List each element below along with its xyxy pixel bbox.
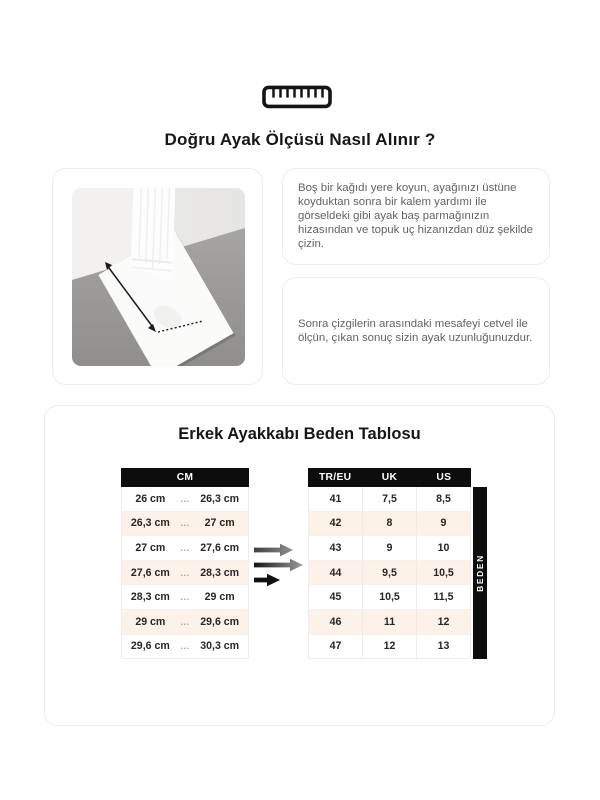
header-tr-eu: TR/EU (318, 472, 352, 483)
range-dots: ... (180, 592, 190, 603)
cm-to-value: 28,3 cm (200, 566, 240, 579)
size-table-header-row (308, 468, 471, 487)
table-row (122, 609, 248, 634)
size-chart-title: Erkek Ayakkabı Beden Tablosu (178, 425, 421, 443)
tr-eu-value: 44 (329, 566, 342, 579)
uk-value: 9 (362, 536, 417, 560)
uk-value: 10,5 (362, 585, 417, 609)
cm-table-header (121, 468, 249, 487)
uk-value: 11 (362, 610, 417, 634)
tr-eu-value: 45 (329, 591, 342, 604)
tr-eu-value: 43 (329, 541, 342, 554)
instruction-card-2 (282, 277, 550, 385)
table-row (122, 535, 248, 560)
cm-from-value: 27,6 cm (130, 566, 170, 579)
us-value: 13 (437, 640, 450, 653)
table-row (122, 511, 248, 536)
uk-value: 12 (362, 635, 417, 659)
cm-to-value: 29,6 cm (200, 615, 240, 628)
cm-to-value: 29 cm (204, 591, 235, 604)
cm-to-value: 27,6 cm (200, 541, 240, 554)
table-row (309, 560, 470, 585)
size-table-body (308, 487, 471, 659)
table-row (309, 609, 470, 634)
cm-from-value: 29,6 cm (130, 640, 170, 653)
tr-eu-value: 42 (329, 517, 342, 530)
page-title: Doğru Ayak Ölçüsü Nasıl Alınır ? (164, 130, 436, 149)
table-row (309, 487, 470, 511)
cm-from-value: 26 cm (135, 492, 166, 505)
table-row (309, 511, 470, 536)
table-row (309, 535, 470, 560)
cm-table (121, 468, 249, 659)
table-row (309, 584, 470, 609)
cm-to-value: 30,3 cm (200, 640, 240, 653)
range-dots: ... (180, 567, 190, 578)
table-row (122, 487, 248, 511)
instruction-text-1: Boş bir kağıdı yere koyun, ayağınızı üstüne koyduktan sonra bir kalem yardımı ile görseldeki gibi ayak baş parmağınızın hizasından ve topuk uç hizanızdan düz şekilde çizin. (298, 182, 533, 251)
cm-from-value: 29 cm (135, 615, 166, 628)
instruction-text-2: Sonra çizgilerin arasındaki mesafeyi cetvel ile ölçün, çıkan sonuç sizin ayak uzunluğunuzdur. (298, 317, 533, 344)
cm-table-body (121, 487, 249, 659)
range-dots: ... (180, 616, 190, 627)
cm-to-value: 27 cm (204, 517, 235, 530)
table-row (122, 584, 248, 609)
cm-header-label: CM (176, 472, 194, 483)
ruler-icon (262, 85, 332, 109)
beden-label: BEDEN (475, 554, 486, 592)
us-value: 10 (437, 541, 450, 554)
table-row (122, 560, 248, 585)
tr-eu-value: 46 (329, 615, 342, 628)
us-value: 8,5 (436, 492, 451, 505)
cm-from-value: 26,3 cm (130, 517, 170, 530)
foot-measurement-photo (72, 188, 245, 366)
cm-from-value: 27 cm (135, 541, 166, 554)
cm-to-value: 26,3 cm (200, 492, 240, 505)
tr-eu-value: 47 (329, 640, 342, 653)
header-uk: UK (381, 472, 398, 483)
instruction-card-1 (282, 168, 550, 265)
range-dots: ... (180, 493, 190, 504)
us-value: 11,5 (433, 591, 454, 604)
uk-value: 9,5 (362, 561, 417, 585)
size-conversion-table (308, 468, 471, 659)
conversion-arrows-icon (252, 540, 304, 590)
size-chart-card (44, 405, 555, 726)
us-value: 10,5 (433, 566, 454, 579)
beden-side-bar (473, 487, 487, 659)
range-dots: ... (180, 641, 190, 652)
cm-from-value: 28,3 cm (130, 591, 170, 604)
table-row (122, 634, 248, 659)
table-row (309, 634, 470, 659)
uk-value: 7,5 (362, 487, 417, 511)
range-dots: ... (180, 542, 190, 553)
tr-eu-value: 41 (329, 492, 342, 505)
uk-value: 8 (362, 512, 417, 536)
us-value: 9 (440, 517, 447, 530)
measurement-photo-card (52, 168, 263, 385)
header-us: US (436, 472, 452, 483)
us-value: 12 (437, 615, 450, 628)
range-dots: ... (180, 518, 190, 529)
